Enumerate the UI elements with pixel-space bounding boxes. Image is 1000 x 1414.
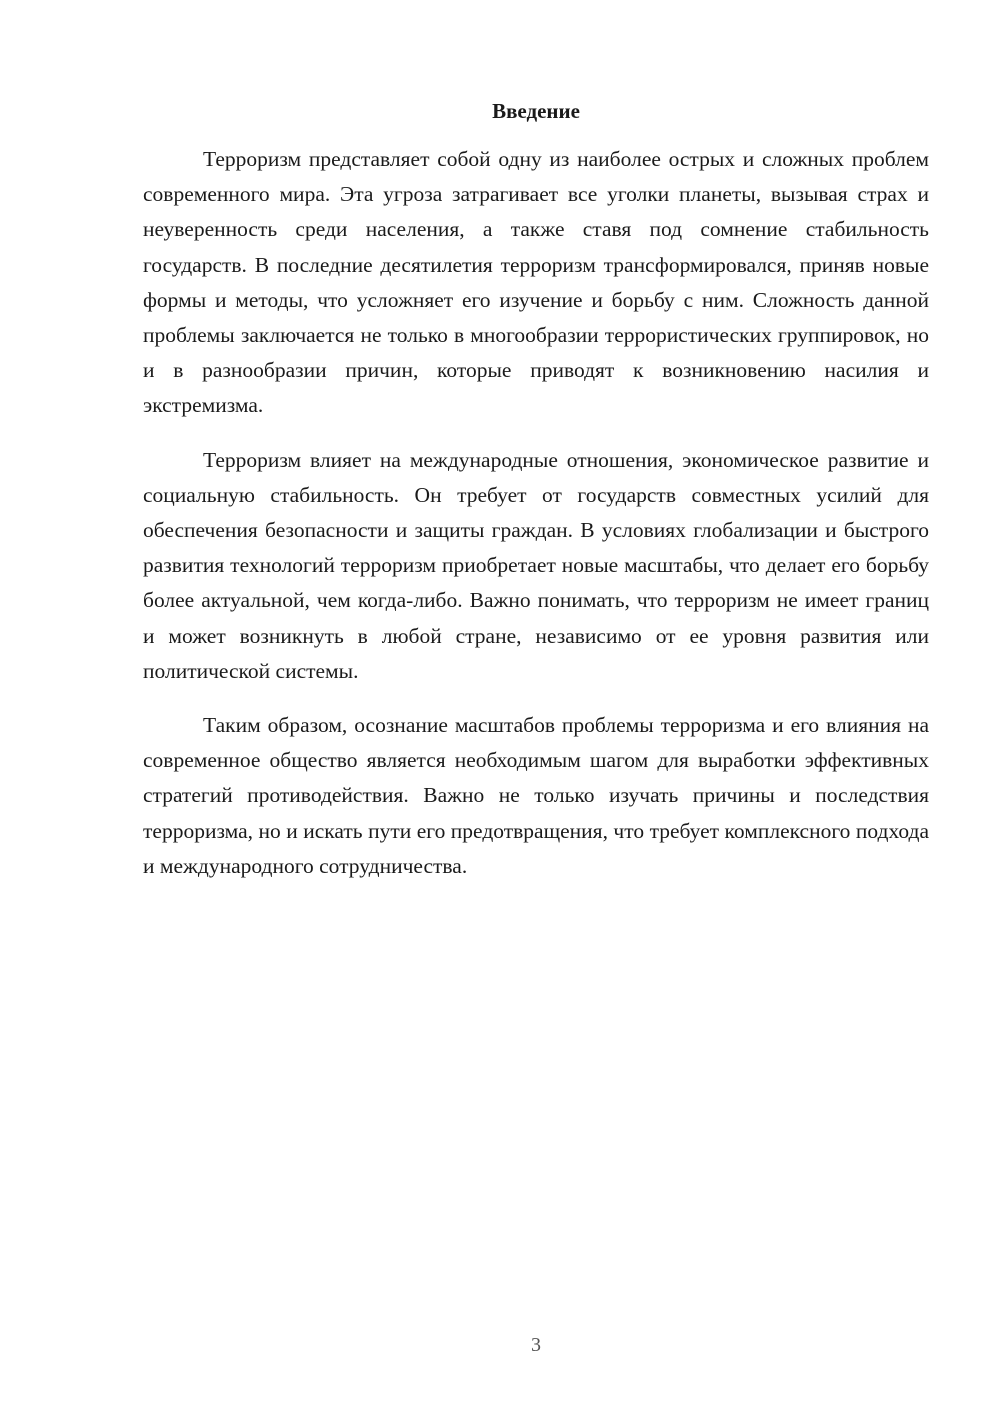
paragraph-3: Таким образом, осознание масштабов проблемы терроризма и его влияния на современное общество является необходимым шагом для выработки эффективных стратегий противодействия. Важно не только изучать причины и последствия терроризма, но и искать пути его предотвращения, что требует комплексного подхода и международного сотрудничества. bbox=[143, 713, 929, 878]
page-title: Введение bbox=[492, 99, 580, 123]
paragraph-2: Терроризм влияет на международные отношения, экономическое развитие и социальную стабильность. Он требует от государств совместных усилий для обеспечения безопасности и защиты граждан. В условиях глобализации и быстрого развития технологий терроризм приобретает новые масштабы, что делает его борьбу более актуальной, чем когда-либо. Важно понимать, что терроризм не имеет границ и может возникнуть в любой стране, независимо от ее уровня развития или политической системы. bbox=[143, 447, 929, 683]
body-text bbox=[143, 142, 929, 903]
page-number: 3 bbox=[531, 1334, 541, 1356]
paragraph-1: Терроризм представляет собой одну из наиболее острых и сложных проблем современного мира. Эта угроза затрагивает все уголки планеты, вызывая страх и неуверенность среди населения, а также ставя под сомнение стабильность государств. В последние десятилетия терроризм трансформировался, приняв новые формы и методы, что усложняет его изучение и борьбу с ним. Сложность данной проблемы заключается не только в многообразии террористических группировок, но и в разнообразии причин, которые приводят к возникновению насилия и экстремизма. bbox=[143, 147, 929, 418]
